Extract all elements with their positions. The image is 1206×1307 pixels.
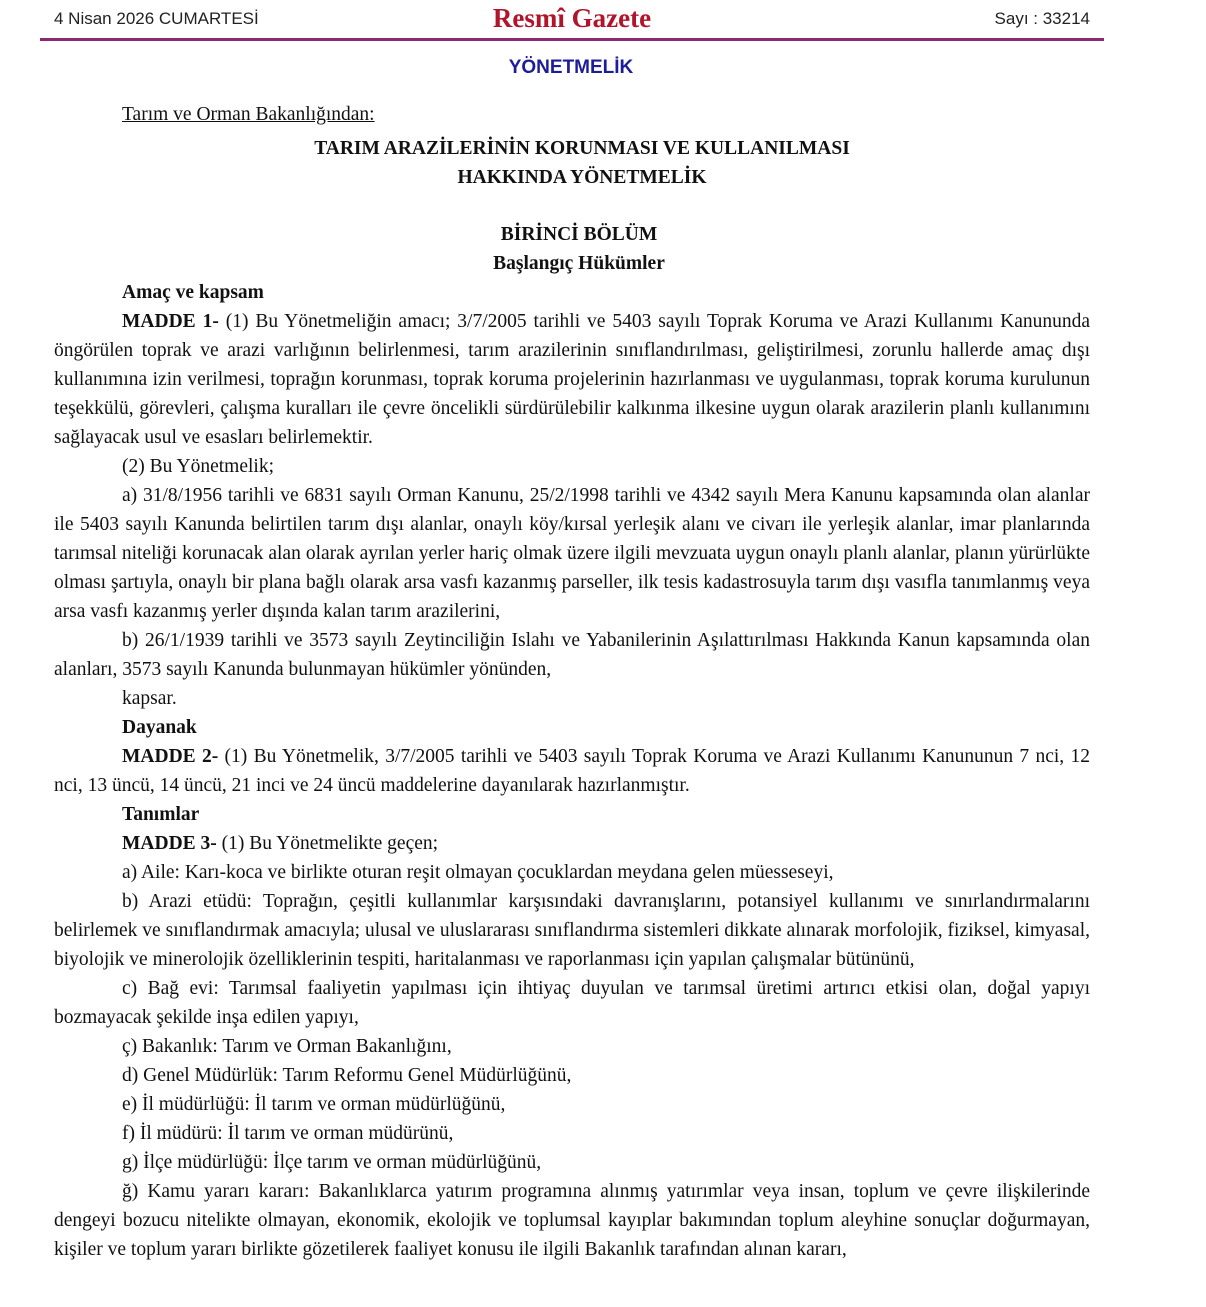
article-2-paragraph-1 xyxy=(54,742,1090,800)
definition-e: e) İl müdürlüğü: İl tarım ve orman müdürlüğünü, xyxy=(122,1094,506,1115)
regulation-title-line1: TARIM ARAZİLERİNİN KORUNMASI VE KULLANILMASI xyxy=(314,138,850,159)
definition-d: d) Genel Müdürlük: Tarım Reformu Genel Müdürlüğünü, xyxy=(122,1065,572,1086)
article-2-text: (1) Bu Yönetmelik, 3/7/2005 tarihli ve 5403 sayılı Toprak Koruma ve Arazi Kullanımı Kanununun 7 nci, 12 nci, 13 üncü, 14 üncü, 21 inci ve 24 üncü maddelerine dayanılarak hazırlanmıştır. xyxy=(54,746,1090,796)
document-body xyxy=(54,100,1090,1264)
issue-number: Sayı : 33214 xyxy=(994,9,1090,28)
publication-date: 4 Nisan 2026 CUMARTESİ xyxy=(54,9,259,28)
part-heading xyxy=(54,220,1090,278)
heading-basis: Dayanak xyxy=(122,717,197,738)
ministry-name: Tarım ve Orman Bakanlığından: xyxy=(122,104,375,125)
article-3-text: (1) Bu Yönetmelikte geçen; xyxy=(216,833,439,854)
definition-b: b) Arazi etüdü: Toprağın, çeşitli kullanımlar karşısındaki davranışlarını, potansiyel kullanımı ve sınırlandırmalarını belirlemek ve sınıflandırmak amacıyla; ulusal ve uluslararası sınıflandırma sistemleri dikkate alınarak morfolojik, fiziksel, kimyasal, biyolojik ve minerolojik özelliklerinin tespiti, haritalanması ve raporlanması için yapılan çalışmalar bütününü, xyxy=(54,891,1090,970)
heading-purpose: Amaç ve kapsam xyxy=(122,282,264,303)
article-1-closing: kapsar. xyxy=(122,688,177,709)
article-1-item-b: b) 26/1/1939 tarihli ve 3573 sayılı Zeytinciliğin Islahı ve Yabanilerinin Aşılattırılması Hakkında Kanun kapsamında olan alanları, 3573 sayılı Kanunda bulunmayan hükümler yönünden, xyxy=(54,630,1090,680)
heading-definitions: Tanımlar xyxy=(122,804,200,825)
definition-gg: ğ) Kamu yararı kararı: Bakanlıklarca yatırım programına alınmış yatırımlar veya insan, toplum ve çevre ilişkilerinde dengeyi bozucu nitelikte olmayan, ekonomik, ekolojik ve toplumsal kayıplar bakımından toplum aleyhine sonuçlar doğurmayan, kişiler ve toplum yararı birlikte gözetilerek faaliyet konusu ile ilgili Bakanlık tarafından alınan kararı, xyxy=(54,1181,1090,1260)
article-1-paragraph-2: (2) Bu Yönetmelik; xyxy=(122,456,275,477)
header-divider xyxy=(40,38,1104,41)
part-title: BİRİNCİ BÖLÜM xyxy=(500,224,658,245)
article-3-label: MADDE 3- xyxy=(122,833,217,854)
regulation-title-line2: HAKKINDA YÖNETMELİK xyxy=(457,167,707,188)
article-1-text: (1) Bu Yönetmeliğin amacı; 3/7/2005 tarihli ve 5403 sayılı Toprak Koruma ve Arazi Kullanımı Kanununda öngörülen toprak ve arazi varlığının belirlenmesi, tarım arazilerinin sınıflandırılması, geliştirilmesi, zorunlu hallerde amaç dışı kullanımına izin verilmesi, toprağın korunması, toprak koruma projelerinin hazırlanması ve uygulanması, toprak koruma kurulunun teşekkülü, görevleri, çalışma kuralları ile çevre öncelikli sürdürülebilir kalkınma ilkesine uygun olarak arazilerin planlı kullanımını sağlayacak usul ve esasları belirlemektir. xyxy=(54,311,1090,448)
section-label: YÖNETMELİK xyxy=(508,57,634,78)
definition-g: g) İlçe müdürlüğü: İlçe tarım ve orman müdürlüğünü, xyxy=(122,1152,542,1173)
regulation-title xyxy=(54,134,1090,192)
gazette-title: Resmî Gazete xyxy=(492,3,652,33)
gazette-header xyxy=(40,0,1104,40)
article-2-label: MADDE 2- xyxy=(122,746,219,767)
definition-a: a) Aile: Karı-koca ve birlikte oturan reşit olmayan çocuklardan meydana gelen müesseseyi, xyxy=(122,862,834,883)
definition-f: f) İl müdürü: İl tarım ve orman müdürünü, xyxy=(122,1123,454,1144)
article-1-item-a: a) 31/8/1956 tarihli ve 6831 sayılı Orman Kanunu, 25/2/1998 tarihli ve 4342 sayılı Mera Kanunu kapsamında olan alanlar ile 5403 sayılı Kanunda belirtilen tarım dışı alanlar, onaylı köy/kırsal yerleşik alanı ve civarı ile yerleşik alanlar, imar planlarında tarımsal niteliği korunacak alan olarak ayrılan yerler hariç olmak üzere ilgili mevzuata uygun onaylı planlı alanlar, planın yürürlükte olması şartıyla, onaylı bir plana bağlı olarak arsa vasfı kazanmış parseller, ilk tesis kadastrosuyla tarım dışı vasıfla tanımlanmış veya arsa vasfı kazanmış yerler dışında kalan tarım arazilerini, xyxy=(54,485,1090,622)
part-subtitle: Başlangıç Hükümler xyxy=(493,253,665,274)
definition-cc: ç) Bakanlık: Tarım ve Orman Bakanlığını, xyxy=(122,1036,452,1057)
article-1-label: MADDE 1- xyxy=(122,311,219,332)
article-1-paragraph-1 xyxy=(54,307,1090,452)
article-3-paragraph-1 xyxy=(54,829,1090,858)
definition-c: c) Bağ evi: Tarımsal faaliyetin yapılması için ihtiyaç duyulan ve tarımsal üretimi artırıcı etkisi olan, doğal yapıyı bozmayacak şekilde inşa edilen yapıyı, xyxy=(54,978,1090,1028)
